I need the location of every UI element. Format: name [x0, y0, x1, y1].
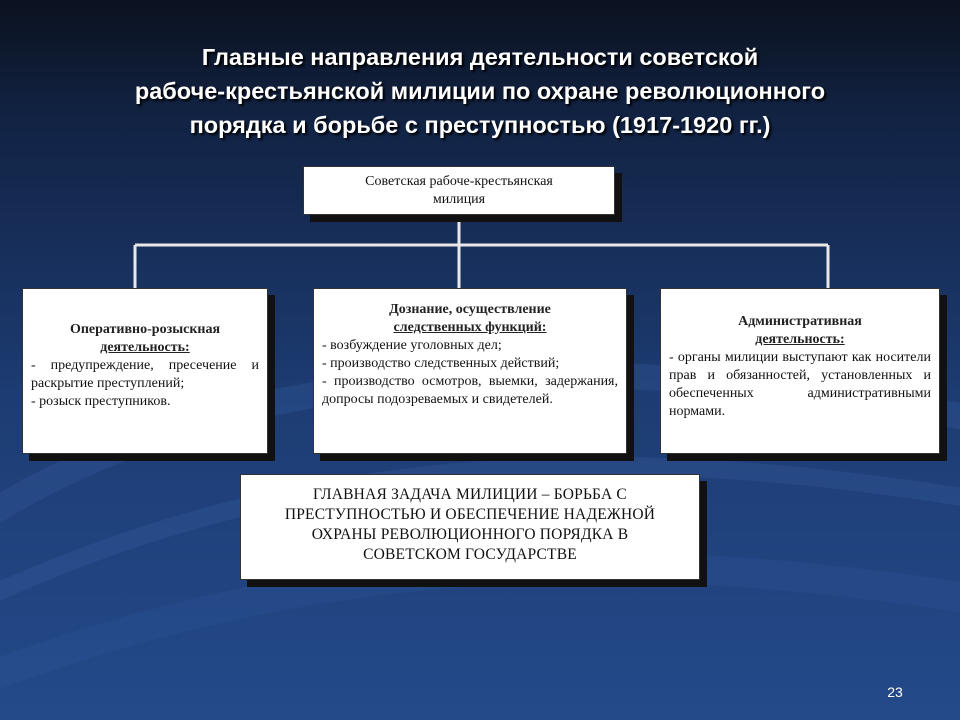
node-heading	[31, 321, 259, 357]
main-task-line-2: ПРЕСТУПНОСТЬЮ И ОБЕСПЕЧЕНИЕ НАДЕЖНОЙ	[284, 506, 656, 523]
node-heading-line-1: Дознание, осуществление	[389, 302, 551, 317]
main-task-line-3: ОХРАНЫ РЕВОЛЮЦИОННОГО ПОРЯДКА В	[311, 526, 629, 543]
root-node-militia	[303, 166, 615, 215]
node-operative-search	[22, 288, 268, 454]
node-administrative	[660, 288, 940, 454]
node-heading-line-2: деятельность:	[100, 340, 190, 355]
main-task-box	[240, 474, 700, 580]
title-line-1: Главные направления деятельности советской	[201, 44, 759, 70]
node-heading-line-2: следственных функций:	[393, 320, 547, 335]
list-item: - возбуждение уголовных дел;	[322, 338, 502, 353]
list-item: - органы милиции выступают как носители прав и обязанностей, установленных и обеспеченных административными нормами.	[669, 350, 931, 419]
node-heading-line-1: Оперативно-розыскная	[69, 322, 221, 337]
main-task-line-1: ГЛАВНАЯ ЗАДАЧА МИЛИЦИИ – БОРЬБА С	[313, 486, 627, 503]
main-task-line-4: СОВЕТСКОМ ГОСУДАРСТВЕ	[363, 546, 577, 563]
root-node-line-1: Советская рабоче-крестьянская	[365, 174, 553, 189]
list-item: - производство следственных действий;	[322, 356, 560, 371]
node-heading	[322, 301, 618, 337]
list-item: - предупреждение, пресечение и раскрытие преступлений;	[31, 358, 259, 391]
list-item: - розыск преступников.	[31, 394, 171, 409]
node-heading-line-1: Административная	[738, 314, 862, 329]
title-line-3: порядка и борьбе с преступностью (1917-1920 гг.)	[189, 112, 771, 138]
title-line-2: рабоче-крестьянской милиции по охране революционного	[134, 78, 826, 104]
node-inquiry-investigation	[313, 288, 627, 454]
node-heading-line-2: деятельность:	[755, 332, 845, 347]
list-item: - производство осмотров, выемки, задержания, допросы подозреваемых и свидетелей.	[322, 374, 618, 407]
page-number: 23	[887, 684, 903, 700]
node-heading	[669, 313, 931, 349]
root-node-line-2: милиция	[432, 192, 486, 207]
